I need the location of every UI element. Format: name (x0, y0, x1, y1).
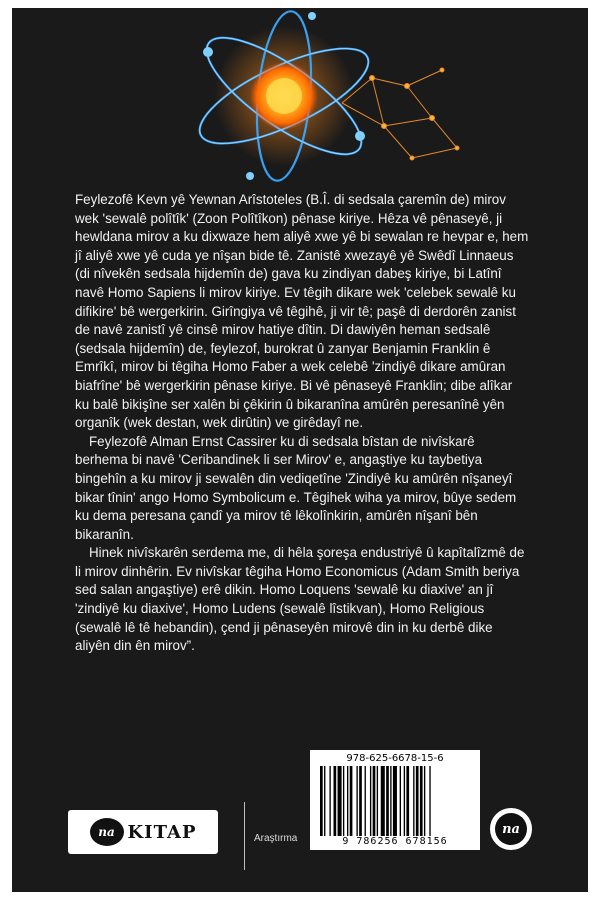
barcode (310, 750, 480, 850)
barcode-bar (413, 766, 414, 836)
atom-illustration (12, 8, 588, 183)
barcode-bar (381, 766, 385, 836)
publisher-logo-round (490, 808, 532, 850)
barcode-bar (343, 766, 344, 836)
blurb-paragraph: Feylezofê Kevn yê Yewnan Arîstoteles (B.Î. di sedsala çaremîn de) mirov wek 'sewalê polîtîk' (Zoon Polîtîkon) pênase kiriye. Hêza vê pênaseyê, ji hewldana mirov a ku dixwaze hem aliyê xwe yê bi sewalan re hevpar e, hem jî aliyê xwe yê cuda ye nîşan bide tê. Zanistê xwezayê yê Swêdî Linnaeus (di nîvekên sedsala hijdemîn de) gava ku zindiyan dabeş kiriye, bi Latînî navê Homo Sapiens li mirov kiriye. Ev têgih dikare wek 'celebek sewalê ku difikire' bê wergerkirin. Girîngiya vê têgihê, ji vir tê; paşê di derdorên zanist de navê zanistî yê cinsê mirov hatiye dîtin. Di dawiyên heman sedsalê (sedsala hijdemîn) de, feylezof, burokrat û zanyar Benjamin Franklin ê Emrîkî, mirov bi têgiha Homo Faber a wek celebê 'zindiyê dikare amûran biafrîne' bê wergerkirin pênase kiriye. Bi vê pênaseyê Franklin; dibe alîkar ku balê bikişîne ser xalên bi çêkirin û bikaranîna amûrên peresanînê yên organîk (wek destan, wek dirûtin) ve girêdayî ne. (75, 192, 529, 431)
publisher-badge-round: na (495, 813, 527, 845)
barcode-bar (324, 766, 325, 836)
blurb-text (75, 191, 530, 656)
barcode-bar (386, 766, 389, 836)
publisher-logo (68, 810, 218, 854)
barcode-bar (393, 766, 397, 836)
back-cover (12, 8, 588, 892)
barcode-bar (373, 766, 376, 836)
barcode-bar (329, 766, 330, 836)
blurb-paragraph: Feylezofê Alman Ernst Cassirer ku di sedsala bîstan de nivîskarê berhema bi navê 'Ceribandinek li ser Mirov' e, angaştiye ku taybetiya bingehîn a ku mirov ji sewalên din vediqetîne 'Zindiyê ku amûrên nîşaneyî bikar tînin' ango Homo Symbolicum e. Têgihek wiha ya mirov, bûye sedem ku dema peresana çandî ya mirov tê lêkolînkirin, amûrên nîşanî bên bikaranîn. (75, 433, 517, 542)
barcode-bars (318, 766, 472, 836)
barcode-bar (424, 766, 425, 836)
publisher-badge: na (90, 818, 124, 846)
barcode-bar (359, 766, 362, 836)
footer (12, 753, 588, 892)
barcode-bar (320, 766, 323, 836)
barcode-bar (404, 766, 405, 836)
barcode-bar (347, 766, 348, 836)
isbn-digits: 9 786256 678156 (342, 836, 448, 847)
barcode-bar (334, 766, 337, 836)
barcode-bar (400, 766, 401, 836)
divider (244, 802, 245, 870)
barcode-bar (365, 766, 366, 836)
isbn-label: 978-625-6678-15-6 (346, 753, 444, 764)
category-label: Araştırma (254, 833, 298, 844)
barcode-bar (370, 766, 371, 836)
barcode-bar (429, 766, 430, 836)
publisher-name: KITAP (127, 821, 197, 843)
barcode-bar (338, 766, 342, 836)
barcode-bar (406, 766, 409, 836)
barcode-bar (416, 766, 419, 836)
barcode-bar (350, 766, 353, 836)
barcode-bar (356, 766, 357, 836)
barcode-bar (390, 766, 391, 836)
barcode-bar (420, 766, 423, 836)
blurb-paragraph: Hinek nivîskarên serdema me, di hêla şoreşa endustriyê û kapîtalîzmê de li mirov dinhêrin. Ev nivîskar têgiha Homo Economicus (Adam Smith beriya sed salan angaştiye) erê dikin. Homo Loquens 'sewalê ku diaxive' an jî 'zindiyê ku diaxive', Homo Ludens (sewalê lîstikvan), Homo Religious (sewalê lê tê hebandin), çend ji pênaseyên mirovê din in ku derbê dike aliyên din ên mirov”. (75, 545, 525, 654)
barcode-bar (377, 766, 378, 836)
